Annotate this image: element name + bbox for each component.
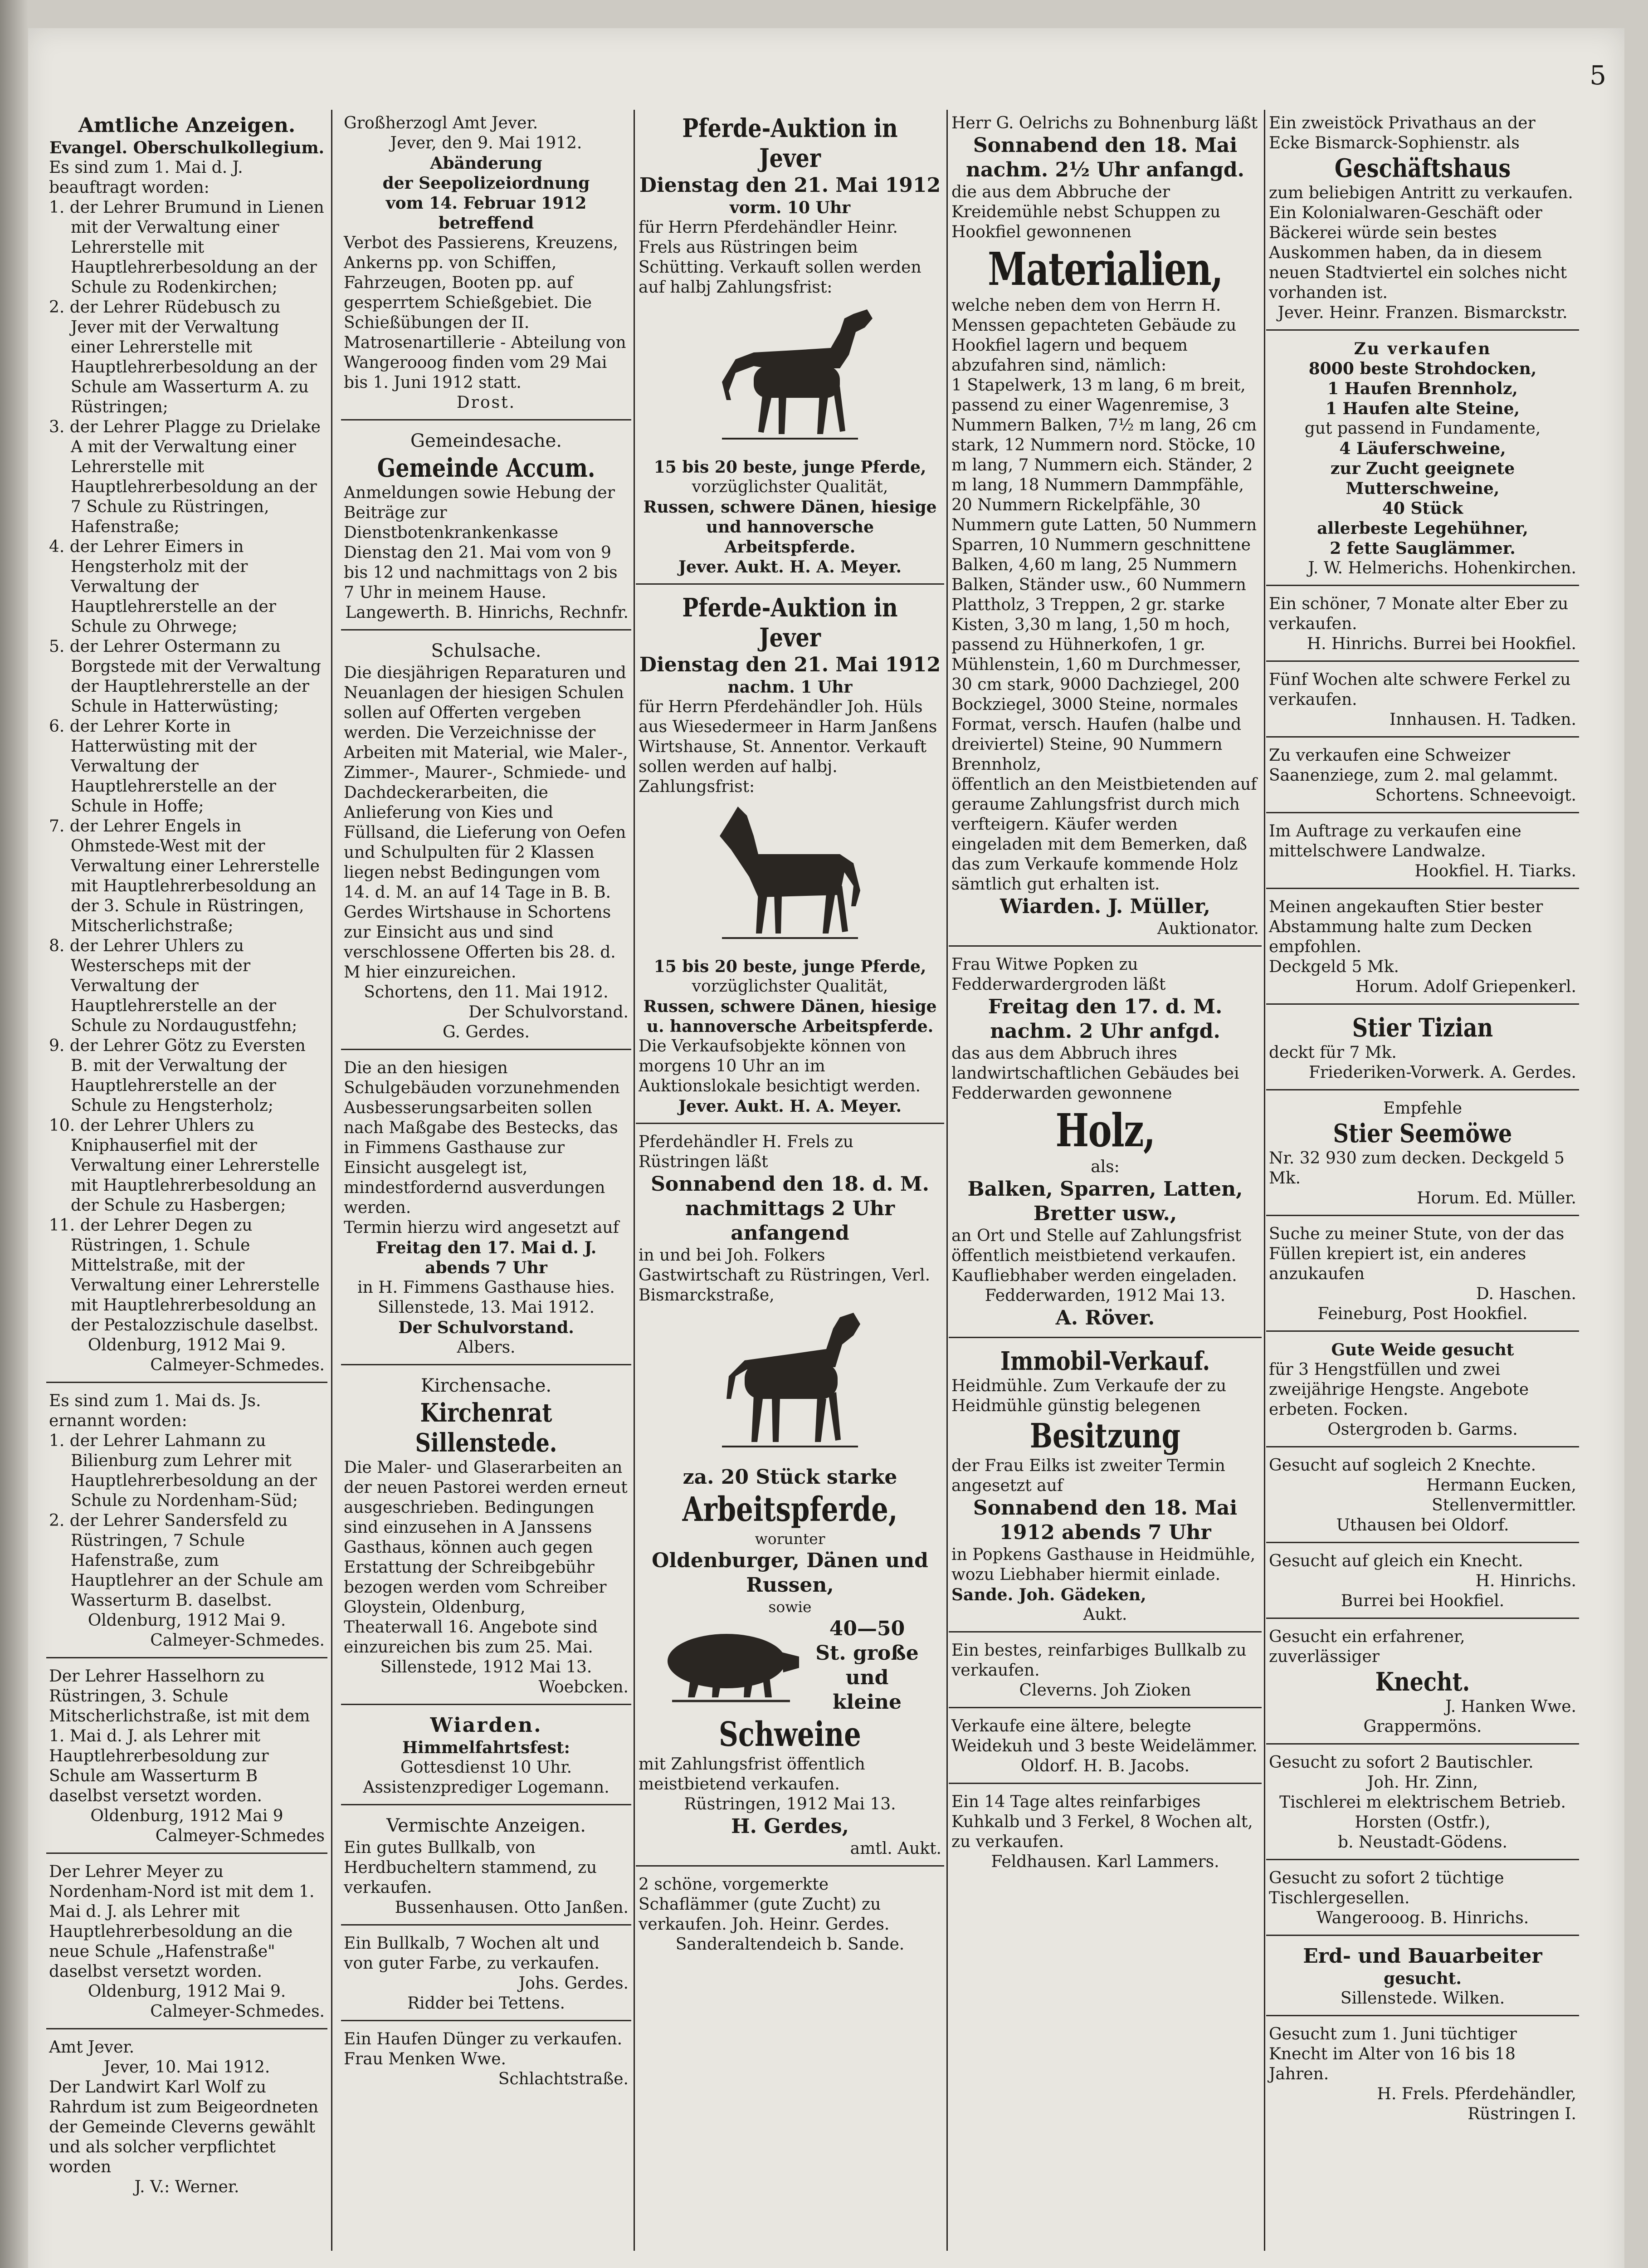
ad-signature: H. Hinrichs. — [1475, 1572, 1576, 1590]
ad-kuhkalb — [949, 1789, 1262, 1878]
page-edge-shadow — [0, 0, 28, 2268]
ad-title: Schweine — [719, 1715, 861, 1754]
ad-arbeitspferde-frels — [636, 1129, 944, 1867]
ad-signature: Langewerth. B. Hinrichs, Rechnfr. — [345, 603, 629, 622]
ad-pferde-auktion-frels — [636, 110, 944, 585]
ad-signature: Uthausen bei Oldorf. — [1336, 1516, 1509, 1535]
ad-text: Heidmühle. Zum Verkaufe der zu Heidmühle günstig belegenen — [951, 1377, 1227, 1415]
ad-seepolizeiordnung — [341, 110, 631, 420]
ad-kirchenrat — [341, 1370, 631, 1705]
ad-text: Deckgeld 5 Mk. — [1269, 958, 1399, 976]
ad-text: 2 schöne, vorgemerkte Schaflämmer (gute Zucht) zu verkaufen. Joh. Heinr. Gerdes. — [639, 1875, 890, 1934]
ad-wiarden-himmelfahrt — [341, 1710, 631, 1805]
ad-text: Oldenburger, Dänen und Russen, — [652, 1549, 928, 1597]
ad-text: Zu verkaufen eine Schweizer Saanenziege, zum 2. mal gelammt. — [1269, 746, 1558, 785]
ad-heading: Evangel. Oberschulkollegium. — [49, 138, 325, 157]
ad-text: Nr. 32 930 zum decken. Deckgeld 5 Mk. — [1269, 1149, 1565, 1188]
ad-signature: Oldorf. H. B. Jacobs. — [1020, 1757, 1190, 1775]
ad-signature: Grappermöns. — [1363, 1717, 1482, 1736]
pig-icon — [658, 1625, 804, 1706]
ad-signature: Wiarden. J. Müller, — [1000, 895, 1210, 918]
ad-signature: Aukt. — [1083, 1605, 1127, 1624]
ad-erd-bauarbeiter — [1266, 1941, 1579, 2016]
horse-icon — [704, 800, 876, 954]
ad-title: Besitzung — [1030, 1417, 1180, 1456]
ad-text: Der Lehrer Hasselhorn zu Rüstringen, 3. Schule Mitscherlichstraße, ist mit dem 1. Mai d. J. als Lehrer mit Hauptlehrerbesoldung zur Schule am Wasserturm B daselbst versetzt worden. — [49, 1667, 310, 1805]
list-item: 2. der Lehrer Rüdebusch zu Jever mit der Verwaltung einer Lehrerstelle mit Hauptlehrerbesoldung an der Schule am Wasserturm A. zu Rüstringen; — [49, 298, 317, 416]
ad-text: Die an den hiesigen Schulgebäuden vorzunehmenden Ausbesserungsarbeiten sollen nach Maßgabe des Bestecks, das in Fimmens Gasthause zur Einsicht ausgelegt ist, mindestfordernd ausverdungen werden. — [344, 1059, 620, 1217]
ad-signature: Calmeyer-Schmedes — [155, 1827, 325, 1845]
appointment-list — [49, 1431, 325, 1611]
ad-title: Gute Weide gesucht — [1331, 1340, 1514, 1359]
ad-weidekuh — [949, 1713, 1262, 1784]
ad-date: Sonnabend den 18. Mai 1912 abends 7 Uhr — [973, 1496, 1238, 1544]
column-rule — [634, 110, 635, 2251]
ad-date: Freitag den 17. Mai d. J. abends 7 Uhr — [375, 1238, 597, 1277]
page-number: 5 — [1589, 60, 1606, 91]
ad-heading: Amt Jever. — [49, 2038, 135, 2057]
ad-signature: G. Gerdes. — [443, 1023, 530, 1041]
ad-text: Gesucht zum 1. Juni tüchtiger Knecht im Alter von 16 bis 18 Jahren. — [1269, 2025, 1517, 2083]
ad-signature: Der Schulvorstand. — [468, 1003, 629, 1022]
ad-geschaeftshaus — [1266, 110, 1579, 331]
list-item: 7. der Lehrer Engels in Ohmstede-West mit der Verwaltung einer Lehrerstelle mit Hauptlehrerbesoldung an der 3. Schule in Rüstringen, Mitscherlichstraße; — [49, 817, 320, 935]
ad-signature: J. V.: Werner. — [134, 2178, 239, 2196]
ad-signature: Hermann Eucken, — [1426, 1476, 1576, 1495]
ad-text: Die diesjährigen Reparaturen und Neuanlagen der hiesigen Schulen sollen auf Offerten vergeben werden. Die Verzeichnisse der Arbeiten mit Material, wie Maler-, Zimmer-, Maurer-, Schmiede- und Dachdeckerarbeiten, die Anlieferung von Kies und Füllsand, die Lieferung von Oefen und Schulpulten für 2 Klassen liegen nebst Bedingungen vom 14. d. M. an auf 14 Tage in B. B. Gerdes Wirtshause in Schortens zur Einsicht aus und sind verschlossene Offerten bis 28. d. M hier einzureichen. — [344, 664, 628, 982]
ad-title: Pferde-Auktion in Jever — [682, 113, 898, 173]
ad-signature: Wangerooog. B. Hinrichs. — [1316, 1909, 1529, 1927]
ad-schulsache — [341, 635, 631, 1050]
ad-signature: Schortens. Schneevoigt. — [1375, 786, 1576, 805]
column-3 — [636, 110, 944, 1965]
ad-text: die aus dem Abbruche der Kreidemühle nebst Schuppen zu Hookfiel gewonnenen — [951, 183, 1221, 241]
ad-text: Termin hierzu wird angesetzt auf — [344, 1218, 619, 1237]
ad-text: Gottesdienst 10 Uhr. — [400, 1758, 572, 1777]
ad-title: Gemeinde Accum. — [377, 453, 595, 483]
ad-text: an Ort und Stelle auf Zahlungsfrist öffentlich meistbietend verkaufen. Kaufliebhaber werden eingeladen. — [951, 1227, 1242, 1285]
ad-landwalze — [1266, 818, 1579, 889]
ad-signature: amtl. Aukt. — [850, 1839, 941, 1858]
ad-text: Ein Bullkalb, 7 Wochen alt und von guter Farbe, zu verkaufen. — [344, 1934, 600, 1973]
ad-text: Empfehle — [1383, 1099, 1463, 1118]
ad-title: Wiarden. — [430, 1714, 542, 1737]
ad-text: Ein Haufen Dünger zu verkaufen. Frau Menken Wwe. — [344, 2030, 623, 2068]
ad-schulgebaeude — [341, 1055, 631, 1365]
ad-signature: b. Neustadt-Gödens. — [1338, 1833, 1507, 1852]
ad-text: welche neben dem von Herrn H. Menssen gepachteten Gebäude zu Hookfiel lagern und bequem abzufahren sind, nämlich: — [951, 296, 1237, 375]
ad-knecht-hinrichs — [1266, 1548, 1579, 1619]
list-item: 2. der Lehrer Sandersfeld zu Rüstringen, 7 Schule Hafenstraße, zum Hauptlehrer an der Schule am Wasserturm B. daselbst. — [49, 1511, 323, 1610]
ad-text: Die Verkaufsobjekte können von morgens 10 Uhr an im Auktionslokale besichtigt werden. — [639, 1037, 921, 1095]
ad-text: vorzüglichster Qualität, — [692, 977, 888, 996]
ad-gemeinde-accum — [341, 425, 631, 631]
ad-signature: Albers. — [457, 1338, 516, 1357]
ad-stier-seemoewe — [1266, 1095, 1579, 1216]
ad-signature: Ridder bei Tettens. — [407, 1994, 565, 2013]
ad-date: Dienstag den 21. Mai 1912 — [639, 174, 941, 197]
list-item: allerbeste Legehühner, — [1317, 519, 1528, 538]
ad-date: Freitag den 17. d. M. nachm. 2 Uhr anfgd. — [988, 995, 1223, 1043]
ad-text: worunter — [755, 1530, 825, 1548]
newspaper-page — [28, 28, 1624, 2268]
list-item: 8. der Lehrer Uhlers zu Westerscheps mit der Verwaltung der Hauptlehrerstelle an der Schule zu Nordaugustfehn; — [49, 937, 297, 1035]
ad-signature: Jever. Aukt. H. A. Meyer. — [678, 1097, 902, 1116]
ad-title: Stier Tizian — [1352, 1013, 1493, 1043]
ad-signature: Oldenburg, 1912 Mai 9. — [88, 1336, 286, 1354]
ad-signature: Feldhausen. Karl Lammers. — [991, 1853, 1219, 1871]
ad-text: vorzüglichster Qualität, — [692, 478, 888, 496]
ad-signature: J. Hanken Wwe. — [1445, 1697, 1576, 1716]
ad-signature: Woebcken. — [538, 1678, 629, 1696]
ad-signature: Cleverns. Joh Zioken — [1019, 1681, 1191, 1700]
ad-text: Der Landwirt Karl Wolf zu Rahrdum ist zum Beigeordneten der Gemeinde Cleverns gewählt und als solcher verpflichtet worden — [49, 2078, 319, 2176]
ad-text: Frau Witwe Popken zu Fedderwardergroden läßt — [951, 955, 1166, 994]
ad-title: Erd- und Bauarbeiter — [1303, 1945, 1542, 1968]
ad-text: Verbot des Passierens, Kreuzens, Ankerns pp. von Schiffen, Fahrzeugen, Booten pp. auf gesperrtem Schießgebiet. Die Schießübungen der II. Matrosenartillerie - Abteilung von Wangerooog finden vom 29 Mai bis 1. Juni 1912 statt. — [344, 234, 626, 392]
column-rule — [946, 110, 948, 2251]
section-title: Vermischte Anzeigen. — [386, 1815, 586, 1836]
appointment-list — [49, 198, 325, 1335]
ad-text: Ein 14 Tage altes reinfarbiges Kuhkalb und 3 Ferkel, 8 Wochen alt, zu verkaufen. — [951, 1793, 1253, 1851]
ad-text: Meinen angekauften Stier bester Abstammung halte zum Decken empfohlen. — [1269, 898, 1543, 956]
ad-date: Jever, den 9. Mai 1912. — [390, 134, 582, 152]
ad-text: Russen, schwere Dänen, hiesige und hannoversche Arbeitspferde. — [643, 498, 937, 557]
ad-date: Sillenstede, 13. Mai 1912. — [377, 1298, 595, 1317]
ad-text: deckt für 7 Mk. — [1269, 1043, 1397, 1062]
ad-title: vom 14. Februar 1912 — [385, 194, 587, 213]
ad-stute — [1266, 1221, 1579, 1332]
ad-signature: D. Haschen. — [1476, 1285, 1576, 1303]
list-item: 6. der Lehrer Korte in Hatterwüsting mit der Verwaltung der Hauptlehrerstelle an der Schule in Hoffe; — [49, 717, 276, 816]
ad-text: Russen, schwere Dänen, hiesige u. hannoversche Arbeitspferde. — [643, 997, 937, 1036]
ad-title: Pferde-Auktion in Jever — [682, 593, 898, 653]
ad-duenger — [341, 2026, 631, 2096]
ad-date: Jever, 10. Mai 1912. — [103, 2058, 270, 2077]
ad-text: Verkaufe eine ältere, belegte Weidekuh und 3 beste Weidelämmer. — [951, 1717, 1258, 1755]
ad-text: Assistenzprediger Logemann. — [363, 1778, 609, 1797]
ad-bullkalb-janssen — [341, 1810, 631, 1926]
ad-signature: Bussenhausen. Otto Janßen. — [395, 1898, 629, 1917]
ad-text: 15 bis 20 beste, junge Pferde, — [653, 458, 926, 477]
ad-stier-griepenkerl — [1266, 894, 1579, 1005]
list-item: 1. der Lehrer Brumund in Lienen mit der Verwaltung einer Lehrerstelle mit Hauptlehrerbesoldung an der Schule zu Rodenkirchen; — [49, 198, 324, 297]
ad-oberschulkollegium — [46, 110, 327, 1383]
ad-text: öffentlich an den Meistbietenden auf geraume Zahlungsfrist durch mich verfteigern. Käufer werden eingeladen mit dem Bemerken, daß das zum Verkaufe kommende Holz sämtlich gut erhalten ist. — [951, 775, 1257, 894]
ad-signature: Oldenburg, 1912 Mai 9. — [88, 1611, 286, 1630]
ad-signature: Oldenburg, 1912 Mai 9 — [90, 1807, 283, 1825]
ad-tischlergesellen — [1266, 1865, 1579, 1936]
ad-date: Rüstringen, 1912 Mai 13. — [684, 1795, 896, 1813]
ad-date: Sonnabend den 18. Mai nachm. 2½ Uhr anfangd. — [966, 134, 1244, 181]
ad-signature: Drost. — [456, 393, 516, 412]
ad-text: Es sind zum 1. Mai d. J. beauftragt worden: — [49, 158, 243, 197]
ad-signature: Johs. Gerdes. — [518, 1974, 629, 1993]
ad-text: sowie — [768, 1598, 812, 1616]
ad-knecht-hanken — [1266, 1623, 1579, 1745]
ad-date: Fedderwarden, 1912 Mai 13. — [985, 1286, 1226, 1305]
column-rule — [331, 110, 332, 2251]
list-item: 40 Stück — [1382, 499, 1463, 518]
ad-text: Gesucht zu sofort 2 tüchtige Tischlergesellen. — [1269, 1869, 1504, 1907]
ad-text: zum beliebigen Antritt zu verkaufen. Ein Kolonialwaren-Geschäft oder Bäckerei würde sein bestes Auskommen haben, da in diesem neuen Stadtviertel ein solches nicht vorhanden ist. — [1269, 184, 1573, 302]
ad-text: für 3 Hengstfüllen und zwei zweijährige Hengste. Angebote erbeten. Focken. — [1269, 1360, 1529, 1419]
ad-saanenziege — [1266, 742, 1579, 813]
ad-title: Arbeitspferde, — [682, 1490, 898, 1529]
section-title: Schulsache. — [431, 640, 541, 661]
list-item: 1 Haufen alte Steine, — [1325, 399, 1520, 418]
ad-weide-gesucht — [1266, 1336, 1579, 1447]
list-item: 3. der Lehrer Plagge zu Drielake A mit der Verwaltung einer Lehrerstelle mit Hauptlehrerbesoldung an der 7 Schule zu Rüstringen, Hafenstraße; — [49, 418, 321, 536]
ad-title: Geschäftshaus — [1334, 153, 1511, 183]
list-item: 4. der Lehrer Eimers in Hengsterholz mit der Verwaltung der Hauptlehrerstelle an der Schule zu Ohrwege; — [49, 538, 276, 636]
ad-signature: Sanderaltendeich b. Sande. — [675, 1935, 905, 1954]
ad-title: der Seepolizeiordnung — [382, 174, 590, 193]
ad-date: Sonnabend den 18. d. M. nachmittags 2 Uhr anfangend — [651, 1173, 929, 1245]
column-4 — [949, 110, 1262, 1883]
ad-eber — [1266, 591, 1579, 662]
column-2 — [341, 110, 631, 2100]
ad-text: in Popkens Gasthause in Heidmühle, wozu Liebhaber hiermit einlade. — [951, 1545, 1256, 1584]
list-item: 4 Läuferschweine, — [1339, 439, 1506, 458]
ad-text: Ein schöner, 7 Monate alter Eber zu verkaufen. — [1269, 595, 1569, 633]
ad-signature: Calmeyer-Schmedes. — [150, 2002, 325, 2021]
section-title: Gemeindesache. — [410, 430, 562, 451]
ad-text: 15 bis 20 beste, junge Pferde, — [653, 957, 926, 976]
ad-title: Zu verkaufen — [1354, 339, 1492, 358]
list-item: 11. der Lehrer Degen zu Rüstringen, 1. Schule Mittelstraße, mit der Verwaltung einer Lehrerstelle mit Hauptlehrerbesoldung an der Pestalozzischule daselbst. — [49, 1216, 320, 1334]
ad-signature: Tischlerei m elektrischem Betrieb. — [1279, 1793, 1566, 1812]
ad-text: Balken, Sparren, Latten, Bretter usw., — [967, 1178, 1243, 1225]
ad-date: Schortens, den 11. Mai 1912. — [364, 983, 609, 1002]
list-item: 5. der Lehrer Ostermann zu Borgstede mit der Verwaltung der Hauptlehrerstelle an der Schule in Hatterwüsting; — [49, 637, 321, 716]
list-item: 1 Haufen Brennholz, — [1327, 379, 1518, 398]
ad-signature: Ostergroden b. Garms. — [1327, 1420, 1518, 1439]
ad-text: mit Zahlungsfrist öffentlich meistbietend verkaufen. — [639, 1755, 865, 1794]
ad-text: Herr G. Oelrichs zu Bohnenburg läßt — [951, 114, 1258, 132]
list-item: 2 fette Sauglämmer. — [1330, 539, 1516, 558]
ad-signature: Stellenvermittler. — [1432, 1496, 1576, 1515]
ad-title: Materialien, — [988, 242, 1223, 296]
ad-signature: Jever. Heinr. Franzen. Bismarckstr. — [1277, 303, 1568, 322]
column-5 — [1266, 110, 1579, 2135]
column-rule — [1264, 110, 1265, 2251]
ad-text: für Herrn Pferdehändler Heinr. Frels aus Rüstringen beim Schütting. Verkauft sollen werden auf halbj Zahlungsfrist: — [639, 218, 922, 297]
ad-signature: Rüstringen I. — [1468, 2105, 1576, 2123]
ad-schaflaemmer — [636, 1871, 944, 1961]
ad-text: in H. Fimmens Gasthause hies. — [357, 1278, 615, 1297]
section-title: Kirchensache. — [420, 1375, 552, 1396]
ad-text: Suche zu meiner Stute, von der das Füllen krepiert ist, ein anderes anzukaufen — [1269, 1225, 1565, 1283]
ad-text: als: — [1091, 1158, 1120, 1176]
ad-title: Knecht. — [1375, 1667, 1470, 1697]
pig-row — [639, 1617, 941, 1715]
ad-title: betreffend — [438, 214, 534, 233]
ad-signature: Oldenburg, 1912 Mai 9. — [88, 1982, 286, 2001]
ad-signature: J. W. Helmerichs. Hohenkirchen. — [1308, 559, 1576, 577]
ad-bullkalb-gerdes — [341, 1930, 631, 2021]
ad-title: Abänderung — [430, 154, 542, 173]
ad-text: za. 20 Stück starke — [683, 1466, 897, 1489]
ad-knecht-frels — [1266, 2021, 1579, 2131]
ad-text: Ein gutes Bullkalb, von Herdbucheltern stammend, zu verkaufen. — [344, 1838, 597, 1897]
ad-text: Gesucht auf gleich ein Knecht. — [1269, 1552, 1523, 1570]
ad-text: 40—50 St. große und kleine — [815, 1617, 919, 1714]
list-item: 9. der Lehrer Götz zu Eversten B. mit der Verwaltung der Hauptlehrerstelle an der Schule zu Hengsterholz; — [49, 1036, 306, 1115]
ad-date: Dienstag den 21. Mai 1912 — [639, 653, 941, 676]
ad-pferde-auktion-huels — [636, 589, 944, 1124]
ad-signature: H. Frels. Pferdehändler, — [1377, 2085, 1576, 2103]
ad-date: Sillenstede, 1912 Mai 13. — [380, 1658, 592, 1677]
ad-signature: Sillenstede. Wilken. — [1340, 1989, 1505, 2008]
ad-signature: Hookfiel. H. Tiarks. — [1414, 862, 1576, 880]
ad-text: Gesucht auf sogleich 2 Knechte. — [1269, 1456, 1536, 1475]
ad-text: Fünf Wochen alte schwere Ferkel zu verkaufen. — [1269, 670, 1571, 709]
ad-text: Ein zweistöck Privathaus an der Ecke Bismarck-Sophienstr. als — [1269, 114, 1536, 152]
ad-signature: Der Schulvorstand. — [398, 1318, 574, 1337]
ad-text: Ein bestes, reinfarbiges Bullkalb zu verkaufen. — [951, 1641, 1247, 1680]
ad-signature: A. Röver. — [1055, 1306, 1155, 1330]
section-title: Amtliche Anzeigen. — [78, 114, 296, 137]
ad-signature: Auktionator. — [1157, 919, 1259, 938]
column-1 — [46, 110, 327, 2208]
ad-signature: Calmeyer-Schmedes. — [150, 1356, 325, 1374]
ad-versetzung-hasselhorn — [46, 1663, 327, 1854]
ad-signature: Innhausen. H. Tadken. — [1389, 710, 1576, 729]
ad-signature: H. Hinrichs. Burrei bei Hookfiel. — [1307, 635, 1576, 653]
ad-signature: Friederiken-Vorwerk. A. Gerdes. — [1309, 1063, 1576, 1082]
ad-versetzung-meyer — [46, 1858, 327, 2029]
ad-signature: Schlachtstraße. — [498, 2070, 629, 2088]
ad-text: Pferdehändler H. Frels zu Rüstringen läßt — [639, 1133, 854, 1171]
ad-text: Es sind zum 1. Mai ds. Js. ernannt worden: — [49, 1392, 261, 1430]
ad-bullkalb-zioken — [949, 1637, 1262, 1708]
ad-signature: Horum. Ed. Müller. — [1417, 1189, 1576, 1207]
list-item: zur Zucht geeignete Mutterschweine, — [1330, 459, 1515, 498]
ad-signature: Joh. Hr. Zinn, — [1367, 1773, 1478, 1792]
list-item: 8000 beste Strohdocken, — [1308, 359, 1537, 378]
ad-bautischler — [1266, 1749, 1579, 1860]
list-item: 1. der Lehrer Lahmann zu Bilienburg zum Lehrer mit Hauptlehrerbesoldung an der Schule zu Nordenham-Süd; — [49, 1432, 317, 1510]
ad-time: vorm. 10 Uhr — [729, 198, 851, 217]
ad-text: das aus dem Abbruch ihres landwirtschaftlichen Gebäudes bei Fedderwarden gewonnene — [951, 1044, 1239, 1103]
ad-signature: Sande. Joh. Gädeken, — [951, 1585, 1146, 1604]
ad-text: Anmeldungen sowie Hebung der Beiträge zur Dienstbotenkrankenkasse Dienstag den 21. Mai vom von 9 bis 12 und nachmittags von 2 bis 7 Uhr in meinem Hause. — [344, 484, 618, 602]
ad-text: Gesucht zu sofort 2 Bautischler. — [1269, 1753, 1534, 1772]
ad-signature: Jever. Aukt. H. A. Meyer. — [678, 557, 902, 577]
ad-text: Gesucht ein erfahrener, zuverlässiger — [1269, 1628, 1465, 1666]
ad-signature: Burrei bei Hookfiel. — [1341, 1592, 1505, 1610]
ad-amt-jever — [46, 2034, 327, 2204]
ad-signature: Horum. Adolf Griepenkerl. — [1355, 978, 1576, 996]
ad-title: Kirchenrat Sillenstede. — [415, 1398, 557, 1458]
ad-holz — [949, 951, 1262, 1338]
ad-title: Himmelfahrtsfest: — [402, 1738, 570, 1757]
horse-icon — [704, 1308, 876, 1462]
ad-signature: H. Gerdes, — [731, 1815, 849, 1838]
ad-materialien — [949, 110, 1262, 947]
ad-zu-verkaufen-helmerichs — [1266, 335, 1579, 586]
ad-title: Holz, — [1055, 1104, 1155, 1157]
ad-title: Stier Seemöwe — [1333, 1119, 1512, 1149]
ad-signature: Calmeyer-Schmedes. — [150, 1631, 325, 1650]
ad-text: der Frau Eilks ist zweiter Termin angesetzt auf — [951, 1457, 1225, 1495]
ad-signature: Horsten (Ostfr.), — [1355, 1813, 1491, 1832]
ad-time: nachm. 1 Uhr — [727, 678, 853, 697]
ad-ernennungen — [46, 1388, 327, 1658]
ad-text: für Herrn Pferdehändler Joh. Hüls aus Wiesedermeer in Harm Janßens Wirtshause, St. Annentor. Verkauft sollen werden auf halbj. Zahlungsfrist: — [639, 698, 937, 796]
horse-icon — [704, 300, 876, 455]
ad-heading: Großherzogl Amt Jever. — [344, 114, 538, 132]
ad-ferkel — [1266, 666, 1579, 738]
ad-knechte-eucken — [1266, 1452, 1579, 1543]
ad-signature: Feineburg, Post Hookfiel. — [1317, 1305, 1528, 1323]
ad-text: 1 Stapelwerk, 13 m lang, 6 m breit, passend zu einer Wagenremise, 3 Nummern Balken, 7½ m lang, 26 cm stark, 12 Nummern nord. Stöcke, 10 m lang, 7 Nummern eich. Ständer, 2 m lang, 18 Nummern Dammpfähle, 20 Nummern Rickelpfähle, 30 Nummern gute Latten, 50 Nummern Sparren, 10 Nummern geschnittene Balken, 4,60 m lang, 25 Nummern Balken, Ständer usw., 60 Nummern Plattholz, 3 Treppen, 2 gr. starke Kisten, 3,30 m lang, 1,50 m hoch, passend zu Hühnerkofen, 1 gr. Mühlenstein, 1,60 m Durchmesser, 30 cm stark, 9000 Dachziegel, 200 Bockziegel, 3000 Steine, normales Format, versch. Haufen (halbe und dreiviertel) Steine, 90 Nummern Brennholz, — [951, 376, 1257, 774]
ad-title: gesucht. — [1384, 1969, 1462, 1988]
ad-stier-tizian — [1266, 1009, 1579, 1090]
list-item: gut passend in Fundamente, — [1304, 419, 1541, 438]
ad-text: Der Lehrer Meyer zu Nordenham-Nord ist mit dem 1. Mai d. J. als Lehrer mit Hauptlehrerbesoldung an die neue Schule „Hafenstraße" daselbst versetzt worden. — [49, 1862, 315, 1981]
list-item: 10. der Lehrer Uhlers zu Kniphauserfiel mit der Verwaltung einer Lehrerstelle mit Hauptlehrerbesoldung an der Schule zu Hasbergen; — [49, 1116, 320, 1215]
ad-text: Die Maler- und Glaserarbeiten an der neuen Pastorei werden erneut ausgeschrieben. Bedingungen sind einzusehen in A Janssens Gasthaus, können auch gegen Erstattung der Schreibgebühr bezogen werden vom Schreiber Gloystein, Oldenburg, Theaterwall 16. Angebote sind einzureichen bis zum 25. Mai. — [344, 1458, 628, 1657]
ad-title: Immobil-Verkauf. — [1000, 1346, 1210, 1376]
ad-text: in und bei Joh. Folkers Gastwirtschaft zu Rüstringen, Verl. Bismarckstraße, — [639, 1246, 931, 1305]
ad-immobil-verkauf — [949, 1343, 1262, 1633]
ad-text: Im Auftrage zu verkaufen eine mittelschwere Landwalze. — [1269, 822, 1521, 860]
